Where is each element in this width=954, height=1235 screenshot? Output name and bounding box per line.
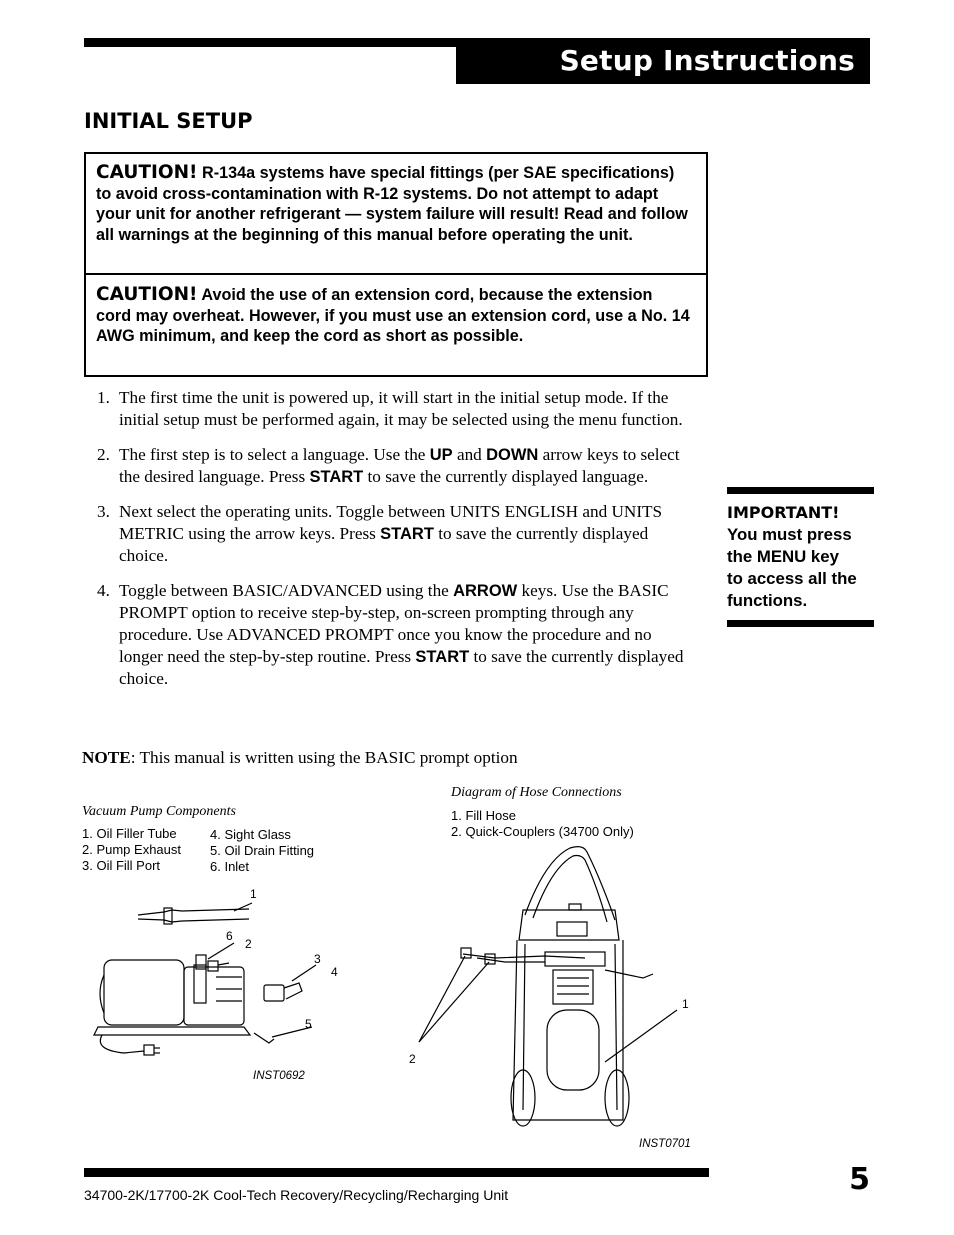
setup-step xyxy=(84,387,694,431)
important-line: to access all the xyxy=(727,569,857,588)
step-text: to save the currently displayed choice. xyxy=(119,647,684,688)
footer-text: 34700-2K/17700-2K Cool-Tech Recovery/Recycling/Recharging Unit xyxy=(84,1187,509,1203)
important-label: IMPORTANT! xyxy=(727,503,840,522)
step-text: and xyxy=(452,445,487,464)
footer-rule xyxy=(84,1168,709,1177)
pump-part-item: 6. Inlet xyxy=(210,859,250,874)
hose-part-item: 1. Fill Hose xyxy=(451,808,517,823)
pump-figure-code: INST0692 xyxy=(253,1070,305,1082)
note-text: : This manual is written using the BASIC prompt option xyxy=(130,748,518,767)
important-line: functions. xyxy=(727,591,808,610)
step-text: arrow keys to select the desired language. Press xyxy=(119,445,680,486)
hose-callout: 1 xyxy=(682,997,689,1011)
pump-parts-list-right xyxy=(210,827,314,875)
caution-1 xyxy=(96,163,691,245)
key-name: ARROW xyxy=(453,582,518,600)
pump-part-item: 5. Oil Drain Fitting xyxy=(210,843,315,858)
recovery-unit-illustration xyxy=(405,840,705,1140)
key-name: START xyxy=(380,525,434,543)
step-text: to save the currently displayed language. xyxy=(363,467,649,486)
setup-steps xyxy=(84,387,694,703)
step-text: Next select the operating units. Toggle between UNITS ENGLISH and UNITS METRIC using the arrow keys. Press xyxy=(119,502,663,543)
pump-part-item: 2. Pump Exhaust xyxy=(82,842,181,857)
pump-figure-title: Vacuum Pump Components xyxy=(82,804,236,819)
hose-callout: 2 xyxy=(409,1052,416,1066)
setup-step xyxy=(84,444,694,488)
sidebar-rule-top xyxy=(727,487,874,494)
step-text: The first step is to select a language. Use the xyxy=(119,445,430,464)
key-name: START xyxy=(309,468,364,486)
section-heading: INITIAL SETUP xyxy=(84,109,253,133)
hose-parts-list xyxy=(451,808,634,840)
note xyxy=(82,747,518,769)
sidebar-rule-bottom xyxy=(727,620,874,627)
vacuum-pump-illustration xyxy=(84,885,364,1075)
pump-callout: 5 xyxy=(305,1017,312,1031)
pump-callout: 3 xyxy=(314,952,321,966)
pump-part-item: 1. Oil Filler Tube xyxy=(82,826,177,841)
key-name: START xyxy=(415,648,470,666)
pump-part-item: 4. Sight Glass xyxy=(210,827,291,842)
pump-callout: 6 xyxy=(226,929,233,943)
pump-callout: 1 xyxy=(250,887,257,901)
step-number: 1. xyxy=(97,388,110,407)
setup-step xyxy=(84,580,694,690)
step-text: keys. Use the BASIC PROMPT option to receive step-by-step, on-screen prompting through any procedure. Use ADVANCED PROMPT once you know the procedure and no longer need the step-by-step routine. Press xyxy=(119,581,669,666)
caution-text: Avoid the use of an extension cord, because the extension cord may overheat. However, if you must use an extension cord, use a No. 14 AWG minimum, and keep the cord as short as possible. xyxy=(96,286,690,346)
key-name: DOWN xyxy=(486,446,539,464)
step-text: Toggle between BASIC/ADVANCED using the xyxy=(119,581,454,600)
hose-part-item: 2. Quick-Couplers (34700 Only) xyxy=(451,824,634,839)
step-text: to save the currently displayed choice. xyxy=(119,524,649,565)
important-body xyxy=(727,524,877,612)
step-text: The first time the unit is powered up, it will start in the initial setup mode. If the initial setup must be performed again, it may be selected using the menu function. xyxy=(119,388,683,429)
setup-step xyxy=(84,501,694,567)
caution-label: CAUTION! xyxy=(96,162,198,183)
pump-part-item: 3. Oil Fill Port xyxy=(82,858,161,873)
step-number: 4. xyxy=(97,581,110,600)
important-line: You must press xyxy=(727,525,852,544)
caution-text: R-134a systems have special fittings (per SAE specifications) to avoid cross-contamination with R-12 systems. Do not attempt to adapt your unit for another refrigerant — system failure will result! Read and follow all warnings at the beginning of this manual before operating the unit. xyxy=(96,164,688,244)
hose-figure-title: Diagram of Hose Connections xyxy=(451,785,622,800)
step-number: 3. xyxy=(97,502,110,521)
pump-callout: 2 xyxy=(245,937,252,951)
important-line: the MENU key xyxy=(727,547,839,566)
key-name: UP xyxy=(429,446,453,464)
note-label: NOTE xyxy=(82,748,131,767)
page-title: Setup Instructions xyxy=(559,44,855,77)
hose-figure-code: INST0701 xyxy=(639,1138,691,1150)
caution-box xyxy=(84,152,708,377)
caution-label: CAUTION! xyxy=(96,284,198,305)
pump-callout: 4 xyxy=(331,965,338,979)
caution-divider xyxy=(86,273,706,275)
pump-parts-list-left xyxy=(82,826,181,874)
step-number: 2. xyxy=(97,445,110,464)
page-number: 5 xyxy=(849,1162,870,1197)
caution-2 xyxy=(96,285,691,347)
